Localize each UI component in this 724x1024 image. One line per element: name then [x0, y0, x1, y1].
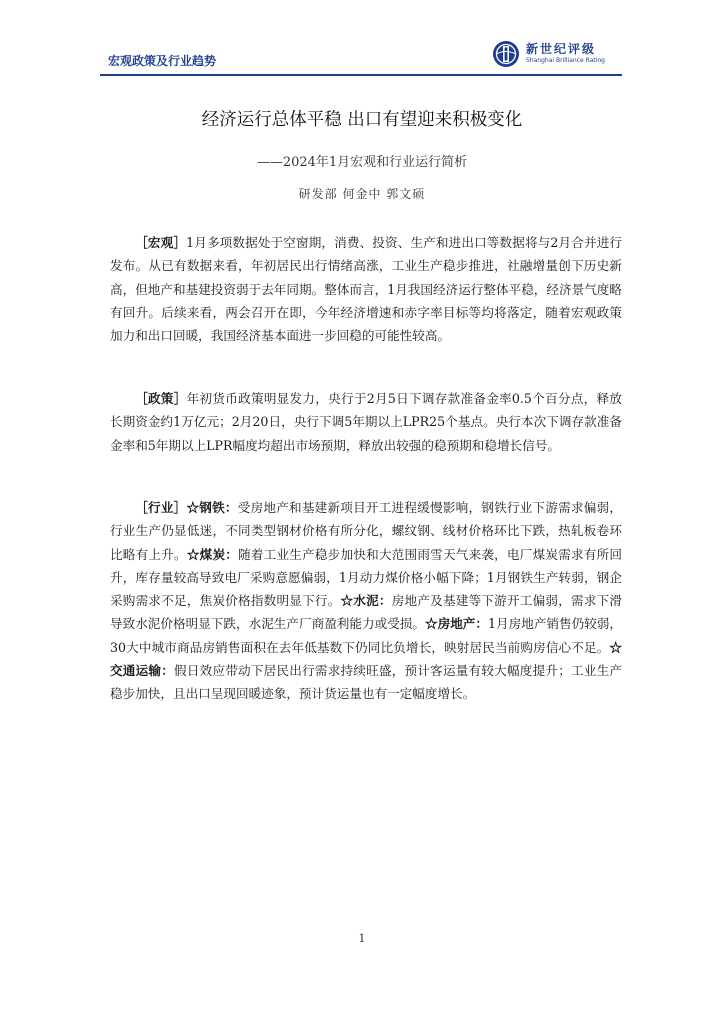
realestate-label: ☆房地产： — [425, 616, 488, 632]
policy-text: 年初货币政策明显发力，央行于2月5日下调存款准备金率0.5个百分点，释放长期资金约1万亿元；2月20日，央行下调5年期以上LPR25个基点。央行本次下调存款准备金率和5年期以上LPR幅度均超出市场预期，释放出较强的稳预期和稳增长信号。 — [110, 391, 622, 453]
logo-english-name: Shanghai Brilliance Rating — [526, 57, 605, 64]
header-divider — [100, 74, 622, 76]
industry-tag: ［行业］ — [135, 500, 187, 515]
coal-text: 随着工业生产稳步加快和大范围雨雪天气来袭，电厂煤炭需求有所回升，库存量较高导致电厂采购意愿偏弱，1月动力煤价格小幅下降；1月钢铁生产转弱，钢企采购需求不足，焦炭价格指数明显下行。 — [110, 546, 623, 609]
policy-paragraph — [110, 387, 622, 457]
realestate-text: 1月房地产销售仍较弱，30大中城市商品房销售面积在去年低基数下仍同比负增长，映射居民当前购房信心不足。 — [110, 616, 623, 655]
macro-text: 1月多项数据处于空窗期，消费、投资、生产和进出口等数据将与2月合并进行发布。从已有数据来看，年初居民出行情绪高涨，工业生产稳步推进，社融增量创下历史新高，但地产和基建投资弱于去年同期。整体而言，1月我国经济运行整体平稳，经济景气度略有回升。后续来看，两会召开在即，今年经济增速和赤字率目标等均将落定，随着宏观政策加力和出口回暖，我国经济基本面进一步回稳的可能性较高。 — [110, 235, 623, 344]
brand-logo — [492, 38, 622, 74]
brilliance-logo-icon — [492, 40, 520, 68]
report-title: 经济运行总体平稳 出口有望迎来积极变化 — [201, 110, 523, 130]
steel-label: ☆钢铁： — [186, 500, 238, 515]
page-number: 1 — [358, 932, 366, 945]
page-header — [100, 38, 622, 74]
transport-text: 假日效应带动下居民出行需求持续旺盛，预计客运量有较大幅度提升；工业生产稳步加快，且出口呈现回暖迹象，预计货运量也有一定幅度增长。 — [110, 663, 623, 702]
logo-chinese-name: 新世纪评级 — [526, 42, 597, 56]
report-subtitle: ——2024年1月宏观和行业运行简析 — [256, 155, 468, 170]
report-authors: 研发部 何金中 郭文硕 — [298, 187, 426, 201]
cement-text: 房地产及基建等下游开工偏弱，需求下滑导致水泥价格明显下跌，水泥生产厂商盈利能力或受损。 — [110, 593, 623, 632]
coal-label: ☆煤炭： — [186, 546, 239, 562]
header-section-title: 宏观政策及行业趋势 — [108, 54, 217, 68]
macro-tag: ［宏观］ — [135, 235, 187, 250]
transport-label: ☆交通运输： — [110, 639, 622, 679]
cement-label: ☆水泥： — [340, 593, 392, 609]
macro-paragraph — [110, 231, 622, 347]
policy-tag: ［政策］ — [135, 391, 187, 406]
industry-paragraph — [110, 496, 622, 706]
steel-text: 受房地产和基建新项目开工进程缓慢影响，钢铁行业下游需求偏弱，行业生产仍显低迷，不同类型钢材价格有所分化，螺纹钢、线材价格环比下跌，热轧板卷环比略有上升。 — [110, 500, 623, 562]
